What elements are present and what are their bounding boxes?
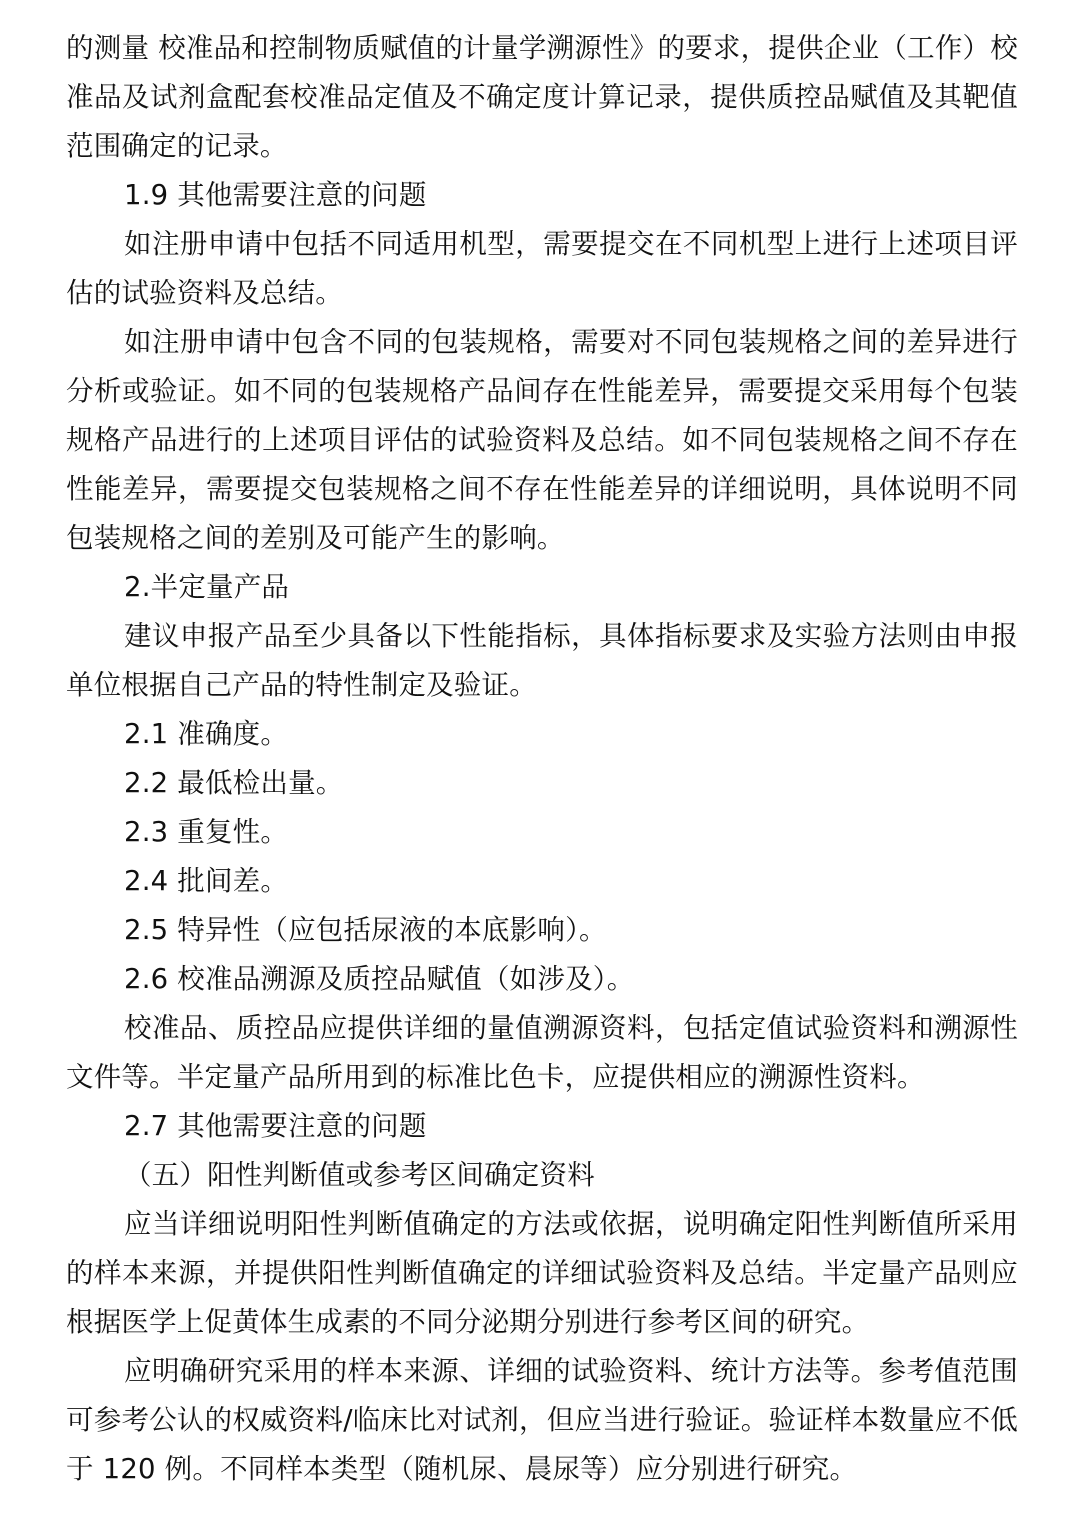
paragraph-calibrator-traceability-records: 的测量 校准品和控制物质赋值的计量学溯源性》的要求，提供企业（工作）校准品及试剂盒配套校准品定值及不确定度计算记录，提供质控品赋值及其靶值范围确定的记录。 <box>66 32 1018 162</box>
paragraph-traceability-data: 校准品、质控品应提供详细的量值溯源资料，包括定值试验资料和溯源性文件等。半定量产品所用到的标准比色卡，应提供相应的溯源性资料。 <box>66 1012 1018 1093</box>
paragraph-performance-indicators: 建议申报产品至少具备以下性能指标，具体指标要求及实验方法则由申报单位根据自己产品的特性制定及验证。 <box>66 620 1018 701</box>
paragraph-applicable-models: 如注册申请中包括不同适用机型，需要提交在不同机型上进行上述项目评估的试验资料及总结。 <box>66 228 1018 309</box>
section-heading-1-9: 1.9 其他需要注意的问题 <box>124 179 427 211</box>
list-item-2-3: 2.3 重复性。 <box>124 816 289 848</box>
list-item-2-6: 2.6 校准品溯源及质控品赋值（如涉及）。 <box>124 963 635 995</box>
section-heading-5: （五）阳性判断值或参考区间确定资料 <box>124 1159 595 1191</box>
paragraph-packaging-specifications: 如注册申请中包含不同的包装规格，需要对不同包装规格之间的差异进行分析或验证。如不同的包装规格产品间存在性能差异，需要提交采用每个包装规格产品进行的上述项目评估的试验资料及总结。如不同包装规格之间不存在性能差异，需要提交包装规格之间不存在性能差异的详细说明，具体说明不同包装规格之间的差别及可能产生的影响。 <box>66 326 1018 554</box>
section-heading-2: 2.半定量产品 <box>124 571 290 603</box>
paragraph-positive-cutoff: 应当详细说明阳性判断值确定的方法或依据，说明确定阳性判断值所采用的样本来源，并提供阳性判断值确定的详细试验资料及总结。半定量产品则应根据医学上促黄体生成素的不同分泌期分别进行参考区间的研究。 <box>66 1208 1018 1338</box>
list-item-2-7: 2.7 其他需要注意的问题 <box>124 1110 427 1142</box>
list-item-2-5: 2.5 特异性（应包括尿液的本底影响）。 <box>124 914 607 946</box>
list-item-2-1: 2.1 准确度。 <box>124 718 289 750</box>
list-item-2-4: 2.4 批间差。 <box>124 865 289 897</box>
list-item-2-2: 2.2 最低检出量。 <box>124 767 344 799</box>
paragraph-reference-range: 应明确研究采用的样本来源、详细的试验资料、统计方法等。参考值范围可参考公认的权威资料/临床比对试剂，但应当进行验证。验证样本数量应不低于 120 例。不同样本类型（随机尿、晨尿等）应分别进行研究。 <box>66 1355 1018 1485</box>
